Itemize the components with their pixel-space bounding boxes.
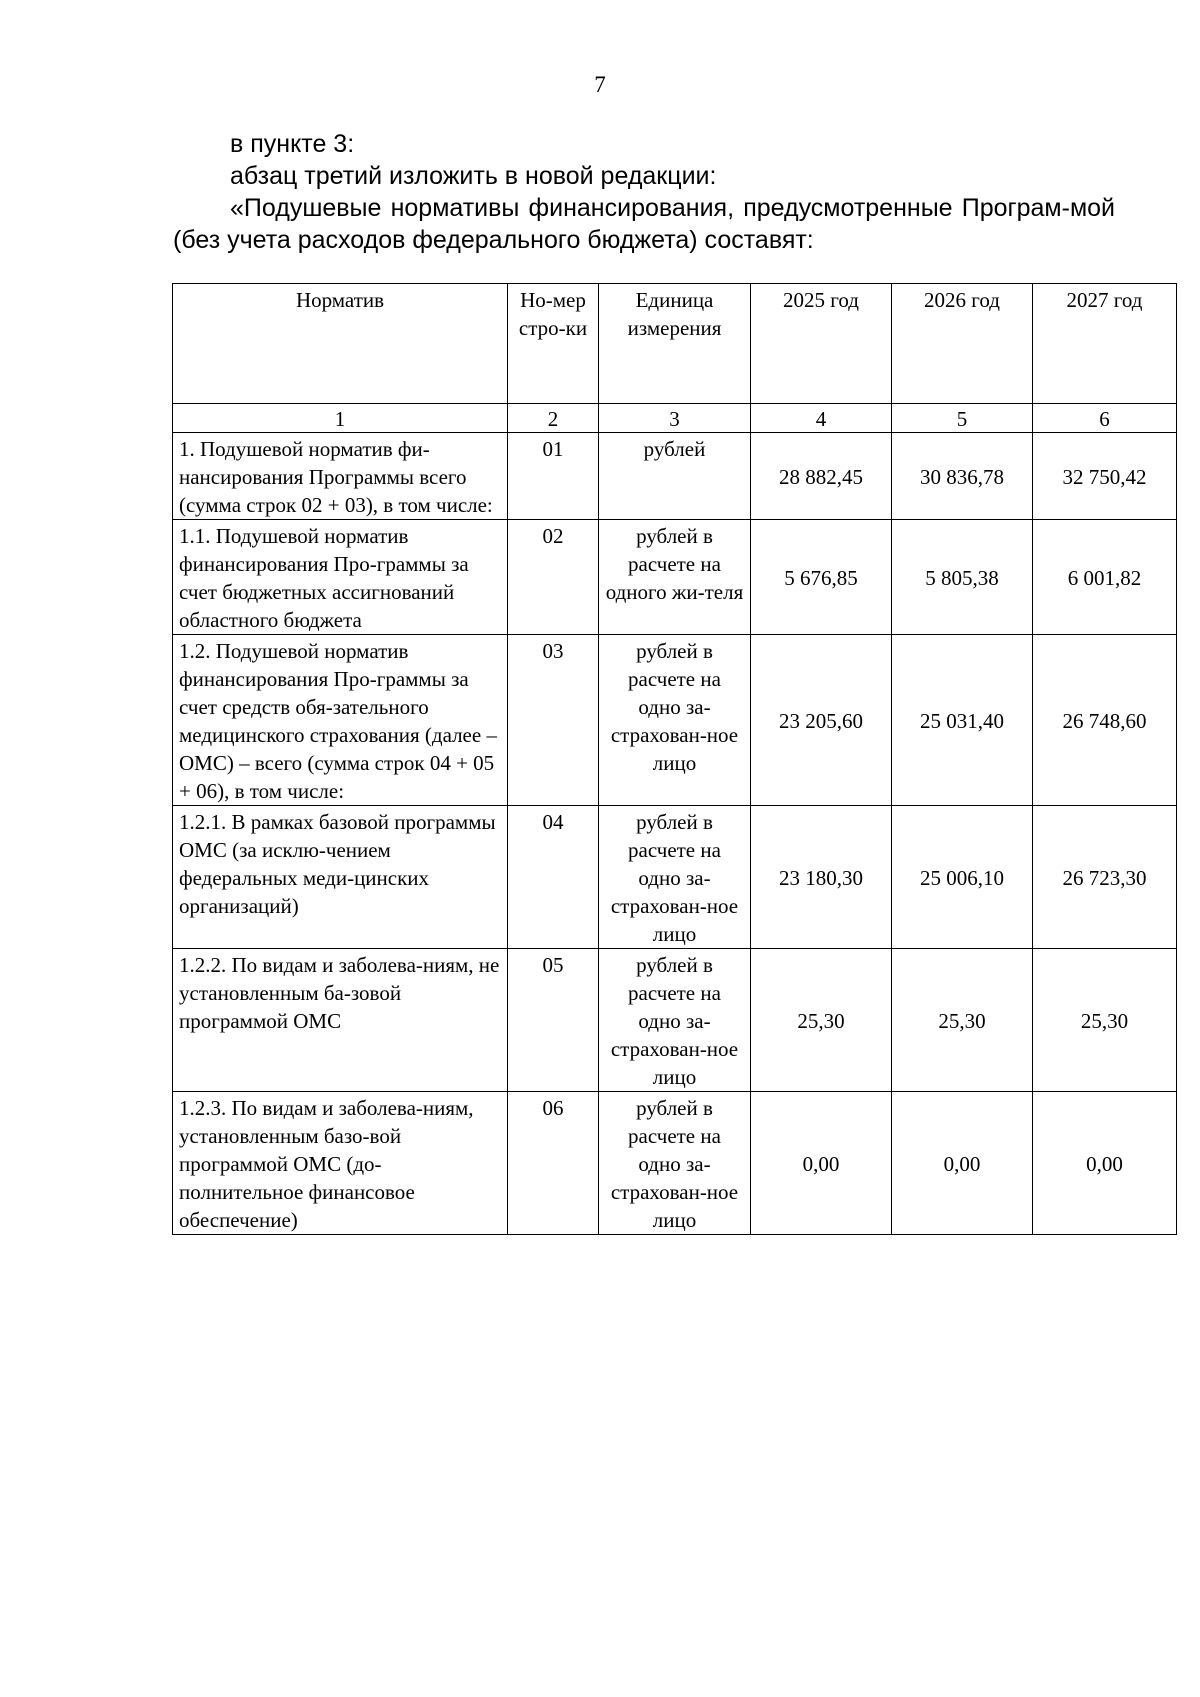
page-number: 7 [594,72,606,97]
row-value-2025: 28 882,45 [751,433,892,520]
row-unit: рублей в расчете на одно за-страхован-ное лицо [599,1092,751,1235]
row-unit: рублей в расчете на одно за-страхован-ное лицо [599,949,751,1092]
header-normative: Норматив [173,284,508,404]
row-value-2027: 32 750,42 [1033,433,1177,520]
row-value-2026: 0,00 [892,1092,1033,1235]
row-value-2026: 30 836,78 [892,433,1033,520]
column-number: 4 [751,404,892,433]
row-name: 1.1. Подушевой норматив финансирования Про-граммы за счет бюджетных ассигнований областного бюджета [173,520,508,635]
column-number: 5 [892,404,1033,433]
header-unit: Единица измерения [599,284,751,404]
table-header-row [173,284,1177,404]
header-2025: 2025 год [751,284,892,404]
intro-line-2: абзац третий изложить в новой редакции: [230,162,717,190]
row-code: 02 [508,520,599,635]
row-unit: рублей в расчете на одно за-страхован-ное лицо [599,806,751,949]
row-value-2027: 6 001,82 [1033,520,1177,635]
row-code: 03 [508,635,599,806]
row-value-2027: 0,00 [1033,1092,1177,1235]
header-row-number: Но-мер стро-ки [508,284,599,404]
column-number: 1 [173,404,508,433]
row-code: 05 [508,949,599,1092]
row-value-2027: 25,30 [1033,949,1177,1092]
row-value-2027: 26 748,60 [1033,635,1177,806]
row-value-2026: 5 805,38 [892,520,1033,635]
column-number: 6 [1033,404,1177,433]
row-code: 01 [508,433,599,520]
intro-paragraph: «Подушевые нормативы финансирования, предусмотренные Програм-мой (без учета расходов федерального бюджета) составят: [173,194,1115,254]
table-row [173,949,1177,1092]
row-value-2025: 23 205,60 [751,635,892,806]
row-unit: рублей в расчете на одного жи-теля [599,520,751,635]
row-value-2025: 25,30 [751,949,892,1092]
row-name: 1.2.2. По видам и заболева-ниям, не установленным ба-зовой программой ОМС [173,949,508,1092]
header-2026: 2026 год [892,284,1033,404]
table-row [173,635,1177,806]
table-row [173,433,1177,520]
row-code: 04 [508,806,599,949]
norms-table [172,283,1177,1235]
row-unit: рублей в расчете на одно за-страхован-ное лицо [599,635,751,806]
row-name: 1.2. Подушевой норматив финансирования Про-граммы за счет средств обя-зательного медицинского страхования (далее – ОМС) – всего (сумма строк 04 + 05 + 06), в том числе: [173,635,508,806]
row-name: 1.2.1. В рамках базовой программы ОМС (за исклю-чением федеральных меди-цинских организаций) [173,806,508,949]
row-value-2025: 23 180,30 [751,806,892,949]
intro-line-1: в пункте 3: [230,130,355,158]
row-name: 1.2.3. По видам и заболева-ниям, установленным базо-вой программой ОМС (до-полнительное финансовое обеспечение) [173,1092,508,1235]
row-unit: рублей [599,433,751,520]
table-row [173,1092,1177,1235]
row-value-2027: 26 723,30 [1033,806,1177,949]
row-value-2026: 25 031,40 [892,635,1033,806]
table-row [173,520,1177,635]
row-value-2026: 25 006,10 [892,806,1033,949]
table-row [173,806,1177,949]
row-value-2026: 25,30 [892,949,1033,1092]
row-value-2025: 5 676,85 [751,520,892,635]
intro-text [173,128,1115,256]
column-number: 3 [599,404,751,433]
header-2027: 2027 год [1033,284,1177,404]
row-code: 06 [508,1092,599,1235]
row-name: 1. Подушевой норматив фи-нансирования Программы всего (сумма строк 02 + 03), в том числе: [173,433,508,520]
row-value-2025: 0,00 [751,1092,892,1235]
column-number: 2 [508,404,599,433]
column-numbers-row [173,404,1177,433]
